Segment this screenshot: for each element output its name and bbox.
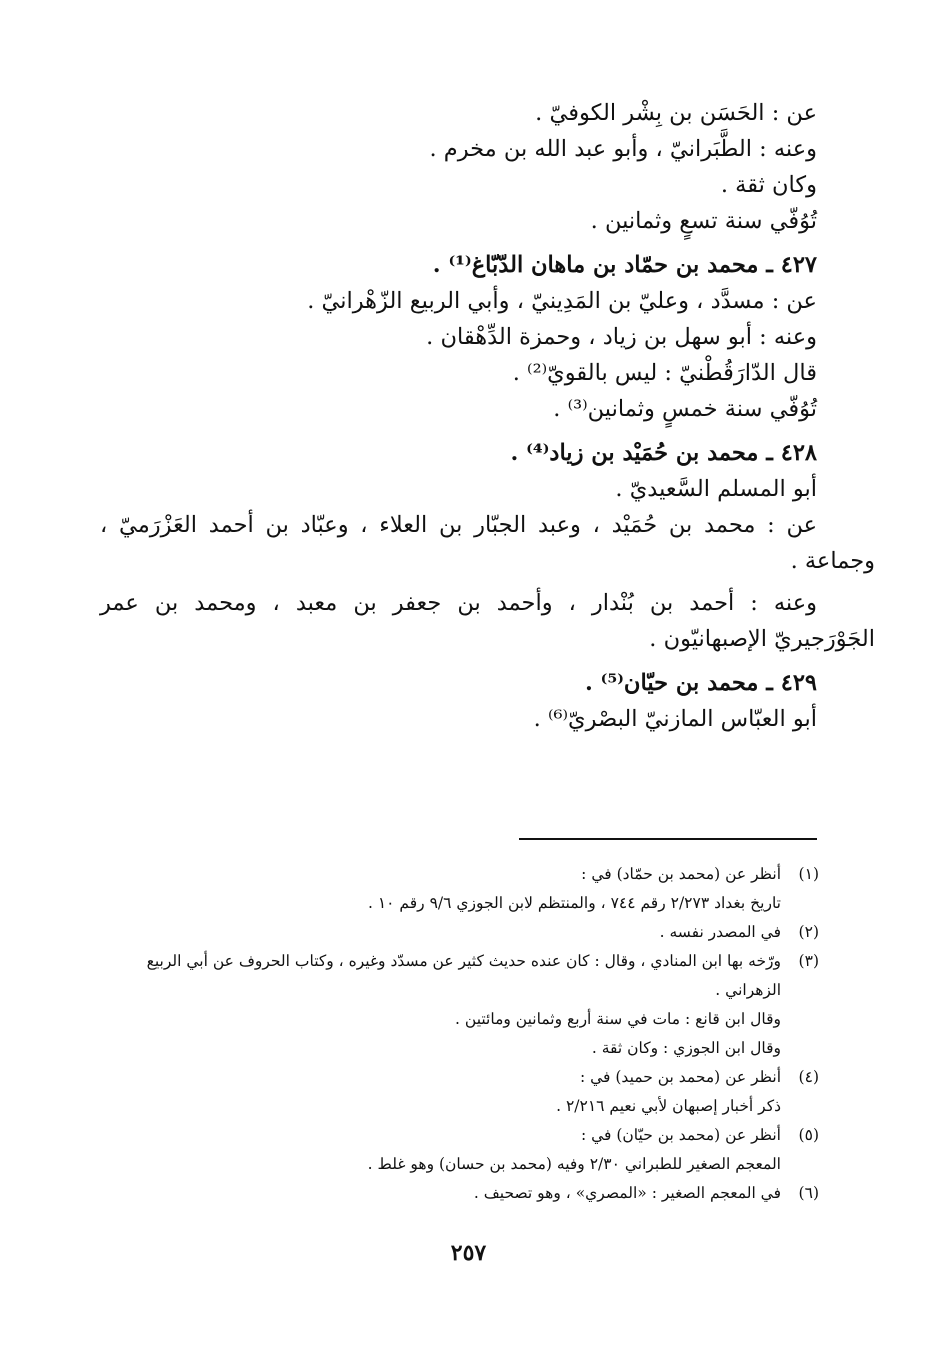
footnote-2 xyxy=(107,918,819,947)
footnote-4 xyxy=(107,1063,819,1121)
footnote-line: في المصدر نفسه . xyxy=(659,923,781,941)
footnote-number: (١) xyxy=(798,865,819,883)
entry-429-heading: ٤٢٩ ـ محمد بن حيّان⁽⁵⁾ . xyxy=(585,670,817,696)
entry-429-kunya: أبو العبّاس المازنيّ البصْريّ⁽⁶⁾ . xyxy=(533,706,817,732)
footnote-5 xyxy=(107,1121,819,1179)
entry-427-line-2: وعنه : أبو سهل بن زياد ، وحمزة الدِّهْقان . xyxy=(426,324,817,350)
footnote-number: (٢) xyxy=(798,923,819,941)
main-text xyxy=(100,95,875,737)
entry-426-line-3: وكان ثقة . xyxy=(720,172,817,198)
footnote-number: (٥) xyxy=(798,1126,819,1144)
entry-428-anhu-line-2: الجَوْرَجيريّ الإصبهانيّون . xyxy=(649,626,875,652)
footnote-line: ذكر أخبار إصبهان لأبي نعيم ٢/٢١٦ . xyxy=(556,1097,781,1115)
footnote-line: وقال ابن قانع : مات في سنة أربع وثمانين ومائتين . xyxy=(455,1010,781,1028)
footnote-line: ورّخه بها ابن المنادي ، وقال : كان عنده حديث كثير عن مسدّد وغيره ، وكتاب الحروف عن أبي الربيع الزهراني . xyxy=(146,952,781,999)
footnote-number: (٦) xyxy=(798,1184,819,1202)
footnote-number: (٣) xyxy=(798,952,819,970)
footnote-line: أنظر عن (محمد بن حميد) في : xyxy=(579,1068,781,1086)
entry-426-line-1: عن : الحَسَن بن بِشْر الكوفيّ . xyxy=(535,100,817,126)
footnote-separator xyxy=(519,838,817,840)
entry-427-heading: ٤٢٧ ـ محمد بن حمّاد بن ماهان الدّبّاغ⁽¹⁾ . xyxy=(432,252,817,278)
footnote-line: وقال ابن الجوزي : وكان ثقة . xyxy=(591,1039,781,1057)
entry-426-line-4: تُوُفّي سنة تسعٍ وثمانين . xyxy=(590,208,817,234)
entry-426-line-2: وعنه : الطَّبَرانيّ ، وأبو عبد الله بن مخرم . xyxy=(429,136,817,162)
footnote-line: تاريخ بغداد ٢/٢٧٣ رقم ٧٤٤ ، والمنتظم لابن الجوزي ٩/٦ رقم ١٠ . xyxy=(367,894,781,912)
footnote-1 xyxy=(107,860,819,918)
footnote-6 xyxy=(107,1179,819,1208)
entry-428-anhu-line-1: وعنه : أحمد بن بُنْدار ، وأحمد بن جعفر بن معبد ، ومحمد بن عمر xyxy=(100,590,817,616)
footnote-line: أنظر عن (محمد بن حمّاد) في : xyxy=(581,865,781,883)
footnotes xyxy=(107,860,819,1208)
footnote-line: المعجم الصغير للطبراني ٢/٣٠ وفيه (محمد بن حسان) وهو غلط . xyxy=(367,1155,781,1173)
entry-428-kunya: أبو المسلم السَّعيديّ . xyxy=(615,476,817,502)
page-number: ٢٥٧ xyxy=(450,1240,487,1266)
entry-428-an-line-2: وجماعة . xyxy=(790,548,875,574)
entry-427-line-4: تُوُفّي سنة خمسٍ وثمانين⁽³⁾ . xyxy=(553,396,817,422)
footnote-line: في المعجم الصغير : «المصري» ، وهو تصحيف . xyxy=(473,1184,781,1202)
entry-428-an-line-1: عن : محمد بن حُمَيْد ، وعبد الجبّار بن العلاء ، وعبّاد بن أحمد العَزْرَميّ ، xyxy=(100,512,817,538)
footnote-number: (٤) xyxy=(798,1068,819,1086)
footnote-3 xyxy=(107,947,819,1063)
entry-427-line-1: عن : مسدَّد ، وعليّ بن المَدِينيّ ، وأبي الربيع الزّهْرانيّ . xyxy=(307,288,817,314)
footnote-line: أنظر عن (محمد بن حيّان) في : xyxy=(580,1126,781,1144)
entry-428-heading: ٤٢٨ ـ محمد بن حُمَيْد بن زياد⁽⁴⁾ . xyxy=(510,440,817,466)
entry-427-line-3: قال الدّارَقُطْنيّ : ليس بالقويّ⁽²⁾ . xyxy=(512,360,817,386)
